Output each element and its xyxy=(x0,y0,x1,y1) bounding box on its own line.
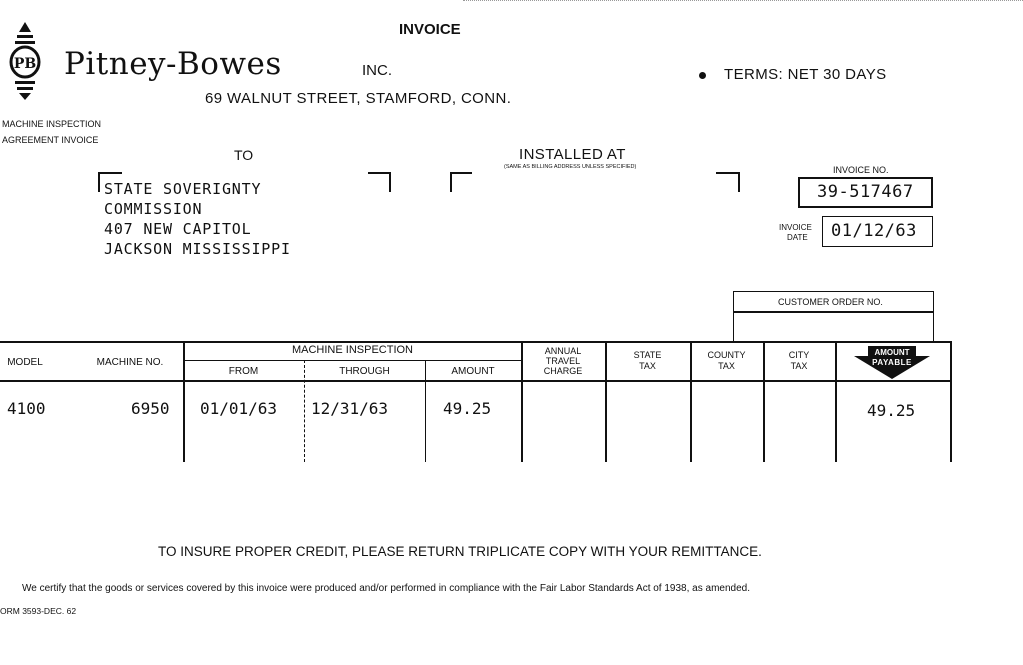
to-address-line4: JACKSON MISSISSIPPI xyxy=(104,240,291,258)
to-bracket-right-top xyxy=(368,172,390,174)
company-name: Pitney-Bowes xyxy=(64,46,282,82)
cell-amount: 49.25 xyxy=(443,399,492,418)
company-address: 69 WALNUT STREET, STAMFORD, CONN. xyxy=(205,90,512,107)
to-label: TO xyxy=(234,147,254,163)
cell-model: 4100 xyxy=(7,399,46,418)
installed-bracket-right-side xyxy=(738,172,740,192)
logo-text: PB xyxy=(13,56,37,72)
header-state-2: TAX xyxy=(639,361,656,371)
invoice-date-value: 01/12/63 xyxy=(831,221,917,241)
header-travel-2: TRAVEL xyxy=(545,356,581,366)
header-city-1: CITY xyxy=(788,350,810,360)
header-machine-inspection: MACHINE INSPECTION xyxy=(291,344,413,356)
col-divider-1 xyxy=(183,341,185,462)
amount-payable-arrow-icon xyxy=(852,346,932,380)
installed-bracket-left-side xyxy=(450,172,452,192)
terms-text: TERMS: NET 30 DAYS xyxy=(724,66,887,83)
invoice-no-value: 39-517467 xyxy=(817,182,914,202)
customer-order-divider xyxy=(733,311,934,313)
header-county-2: TAX xyxy=(718,361,735,371)
invoice-no-label: INVOICE NO. xyxy=(833,165,889,175)
cell-amount-payable: 49.25 xyxy=(867,401,916,420)
header-machine-no: MACHINE NO. xyxy=(96,357,164,368)
invoice-type-line1: MACHINE INSPECTION xyxy=(2,119,102,129)
table-header-bottom xyxy=(0,380,952,382)
customer-order-label: CUSTOMER ORDER NO. xyxy=(778,297,883,307)
header-county-1: COUNTY xyxy=(707,350,746,360)
to-bracket-right-side xyxy=(389,172,391,192)
cell-machine-no: 6950 xyxy=(131,399,170,418)
to-bracket-left-side xyxy=(98,172,100,192)
document-title: INVOICE xyxy=(399,21,461,38)
remittance-note: TO INSURE PROPER CREDIT, PLEASE RETURN TRIPLICATE COPY WITH YOUR REMITTANCE. xyxy=(158,544,762,559)
header-travel-1: ANNUAL xyxy=(544,346,582,356)
header-city-2: TAX xyxy=(790,361,808,371)
header-model: MODEL xyxy=(7,357,43,368)
logo-emblem-icon xyxy=(8,20,42,102)
table-top-border xyxy=(0,341,952,343)
to-bracket-left-top xyxy=(98,172,122,174)
inspection-sub-divider xyxy=(183,360,522,361)
col-divider-8 xyxy=(835,341,837,462)
pitney-bowes-logo xyxy=(8,20,42,102)
to-address-line3: 407 NEW CAPITOL xyxy=(104,220,252,238)
installed-at-note: (SAME AS BILLING ADDRESS UNLESS SPECIFIED) xyxy=(504,164,637,170)
installed-bracket-right-top xyxy=(716,172,739,174)
form-number: ORM 3593-DEC. 62 xyxy=(0,606,77,616)
to-address-line1: STATE SOVERIGNTY xyxy=(104,180,262,198)
header-amount: AMOUNT xyxy=(451,366,495,377)
perforation-edge xyxy=(463,0,1023,3)
cell-from: 01/01/63 xyxy=(200,399,278,418)
to-address-line2: COMMISSION xyxy=(104,200,203,218)
certification-statement: We certify that the goods or services covered by this invoice were produced and/or performed in compliance with the Fair Labor Standards Act of 1938, as amended. xyxy=(22,583,750,594)
amount-payable-label-2: PAYABLE xyxy=(872,358,912,367)
cell-through: 12/31/63 xyxy=(311,399,389,418)
header-through: THROUGH xyxy=(339,366,390,377)
col-divider-9 xyxy=(950,341,952,462)
invoice-type-line2: AGREEMENT INVOICE xyxy=(2,135,99,145)
terms-bullet-icon xyxy=(699,72,706,79)
invoice-date-label-1: INVOICE xyxy=(779,223,812,232)
header-from: FROM xyxy=(228,366,259,377)
company-suffix: INC. xyxy=(362,62,392,79)
installed-at-label: INSTALLED AT xyxy=(519,146,626,163)
header-state-1: STATE xyxy=(633,350,662,360)
amount-payable-label-1: AMOUNT xyxy=(874,348,910,357)
header-travel-3: CHARGE xyxy=(543,366,583,376)
installed-bracket-left-top xyxy=(450,172,472,174)
invoice-date-label-2: DATE xyxy=(787,233,808,242)
